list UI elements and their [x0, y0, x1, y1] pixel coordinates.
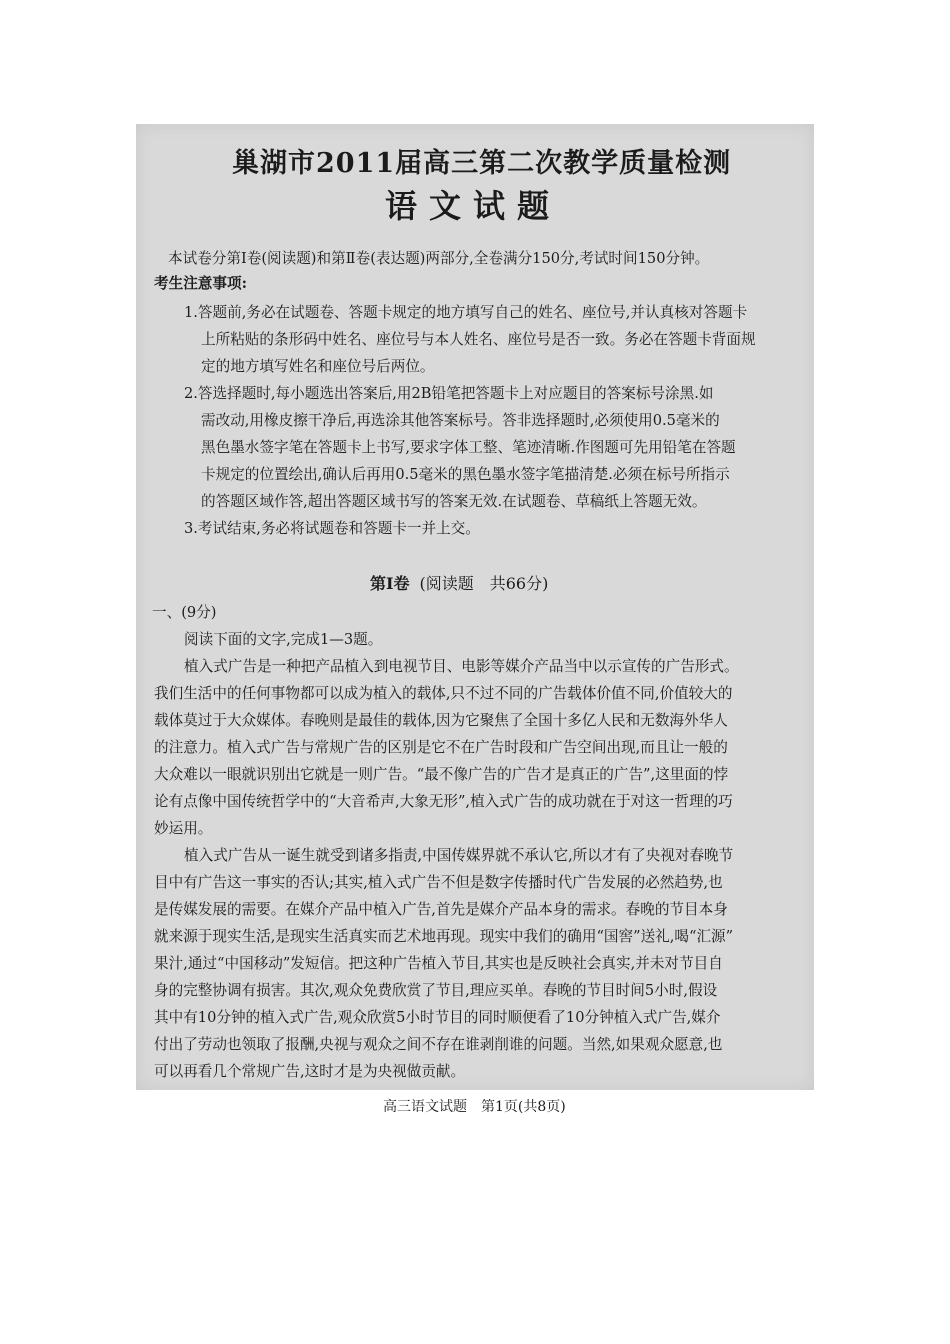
- passage-line: 妙运用。: [154, 820, 213, 837]
- passage-line: 就来源于现实生活,是现实生活真实而艺术地再现。现实中我们的确用“国窖”送礼,喝“汇源”: [154, 928, 734, 945]
- passage-line: 大众难以一眼就识别出它就是一则广告。“最不像广告的广告才是真正的广告”,这里面的悖: [154, 766, 729, 783]
- passage-line: 我们生活中的任何事物都可以成为植入的载体,只不过不同的广告载体价值不同,价值较大的: [154, 685, 733, 702]
- passage-line: 的注意力。植入式广告与常规广告的区别是它不在广告时段和广告空间出现,而且让一般的: [154, 739, 728, 756]
- passage-line: 可以再看几个常规广告,这时才是为央视做贡献。: [154, 1063, 466, 1080]
- passage-line: 身的完整协调有损害。其次,观众免费欣赏了节目,理应买单。春晚的节目时间5小时,假设: [154, 982, 718, 999]
- notice-heading: 考生注意事项:: [154, 275, 247, 292]
- passage-line: 植入式广告从一诞生就受到诸多指责,中国传媒界就不承认它,所以才有了央视对春晚节: [184, 847, 734, 864]
- notice-line: 的答题区域作答,超出答题区域书写的答案无效.在试题卷、草稿纸上答题无效。: [201, 493, 707, 510]
- passage-line: 载体莫过于大众媒体。春晚则是最佳的载体,因为它聚焦了全国十多亿人民和无数海外华人: [154, 712, 728, 729]
- notice-line: 需改动,用橡皮擦干净后,再选涂其他答案标号。答非选择题时,必须使用0.5毫米的: [201, 412, 720, 429]
- notice-line: 3.考试结束,务必将试题卷和答题卡一并上交。: [184, 520, 480, 537]
- notice-line: 黑色墨水签字笔在答题卡上书写,要求字体工整、笔迹清晰.作图题可先用铅笔在答题: [201, 439, 736, 456]
- intro-text: 本试卷分第Ⅰ卷(阅读题)和第Ⅱ卷(表达题)两部分,全卷满分150分,考试时间150分钟。: [168, 250, 710, 267]
- exam-subject-title: 语文试题: [385, 187, 562, 225]
- notice-line: 定的地方填写姓名和座位号后两位。: [201, 358, 435, 375]
- part-label: 一、(9分): [152, 604, 217, 621]
- passage-line: 目中有广告这一事实的否认;其实,植入式广告不但是数字传播时代广告发展的必然趋势,也: [154, 874, 723, 891]
- passage-line: 果汁,通过“中国移动”发短信。把这种广告植入节目,其实也是反映社会真实,并未对节目自: [154, 955, 723, 972]
- passage-line: 其中有10分钟的植入式广告,观众欣赏5小时节目的同时顺便看了10分钟植入式广告,媒介: [154, 1009, 721, 1026]
- notice-line: 上所粘贴的条形码中姓名、座位号与本人姓名、座位号是否一致。务必在答题卡背面规: [201, 331, 756, 348]
- passage-line: 论有点像中国传统哲学中的“大音希声,大象无形”,植入式广告的成功就在于对这一哲理的巧: [154, 793, 733, 810]
- passage-line: 植入式广告是一种把产品植入到电视节目、电影等媒介产品当中以示宣传的广告形式。: [184, 658, 739, 675]
- section-subtitle: (阅读题 共66分): [419, 574, 549, 593]
- notice-line: 1.答题前,务必在试题卷、答题卡规定的地方填写自己的姓名、座位号,并认真核对答题卡: [184, 304, 748, 321]
- exam-title: 巢湖市2011届高三第二次教学质量检测: [232, 148, 732, 179]
- notice-line: 2.答选择题时,每小题选出答案后,用2B铅笔把答题卡上对应题目的答案标号涂黑.如: [184, 385, 714, 402]
- section-title: 第Ⅰ卷: [370, 574, 410, 593]
- instruction-text: 阅读下面的文字,完成1—3题。: [184, 631, 383, 648]
- section-heading: [370, 571, 548, 594]
- notice-line: 卡规定的位置绘出,确认后再用0.5毫米的黑色墨水签字笔描清楚.必须在标号所指示: [201, 466, 730, 483]
- passage-line: 付出了劳动也领取了报酬,央视与观众之间不存在谁剥削谁的问题。当然,如果观众愿意,也: [154, 1036, 723, 1053]
- passage-line: 是传媒发展的需要。在媒介产品中植入广告,首先是媒介产品本身的需求。春晚的节目本身: [154, 901, 728, 918]
- page-footer: 高三语文试题 第1页(共8页): [383, 1099, 566, 1115]
